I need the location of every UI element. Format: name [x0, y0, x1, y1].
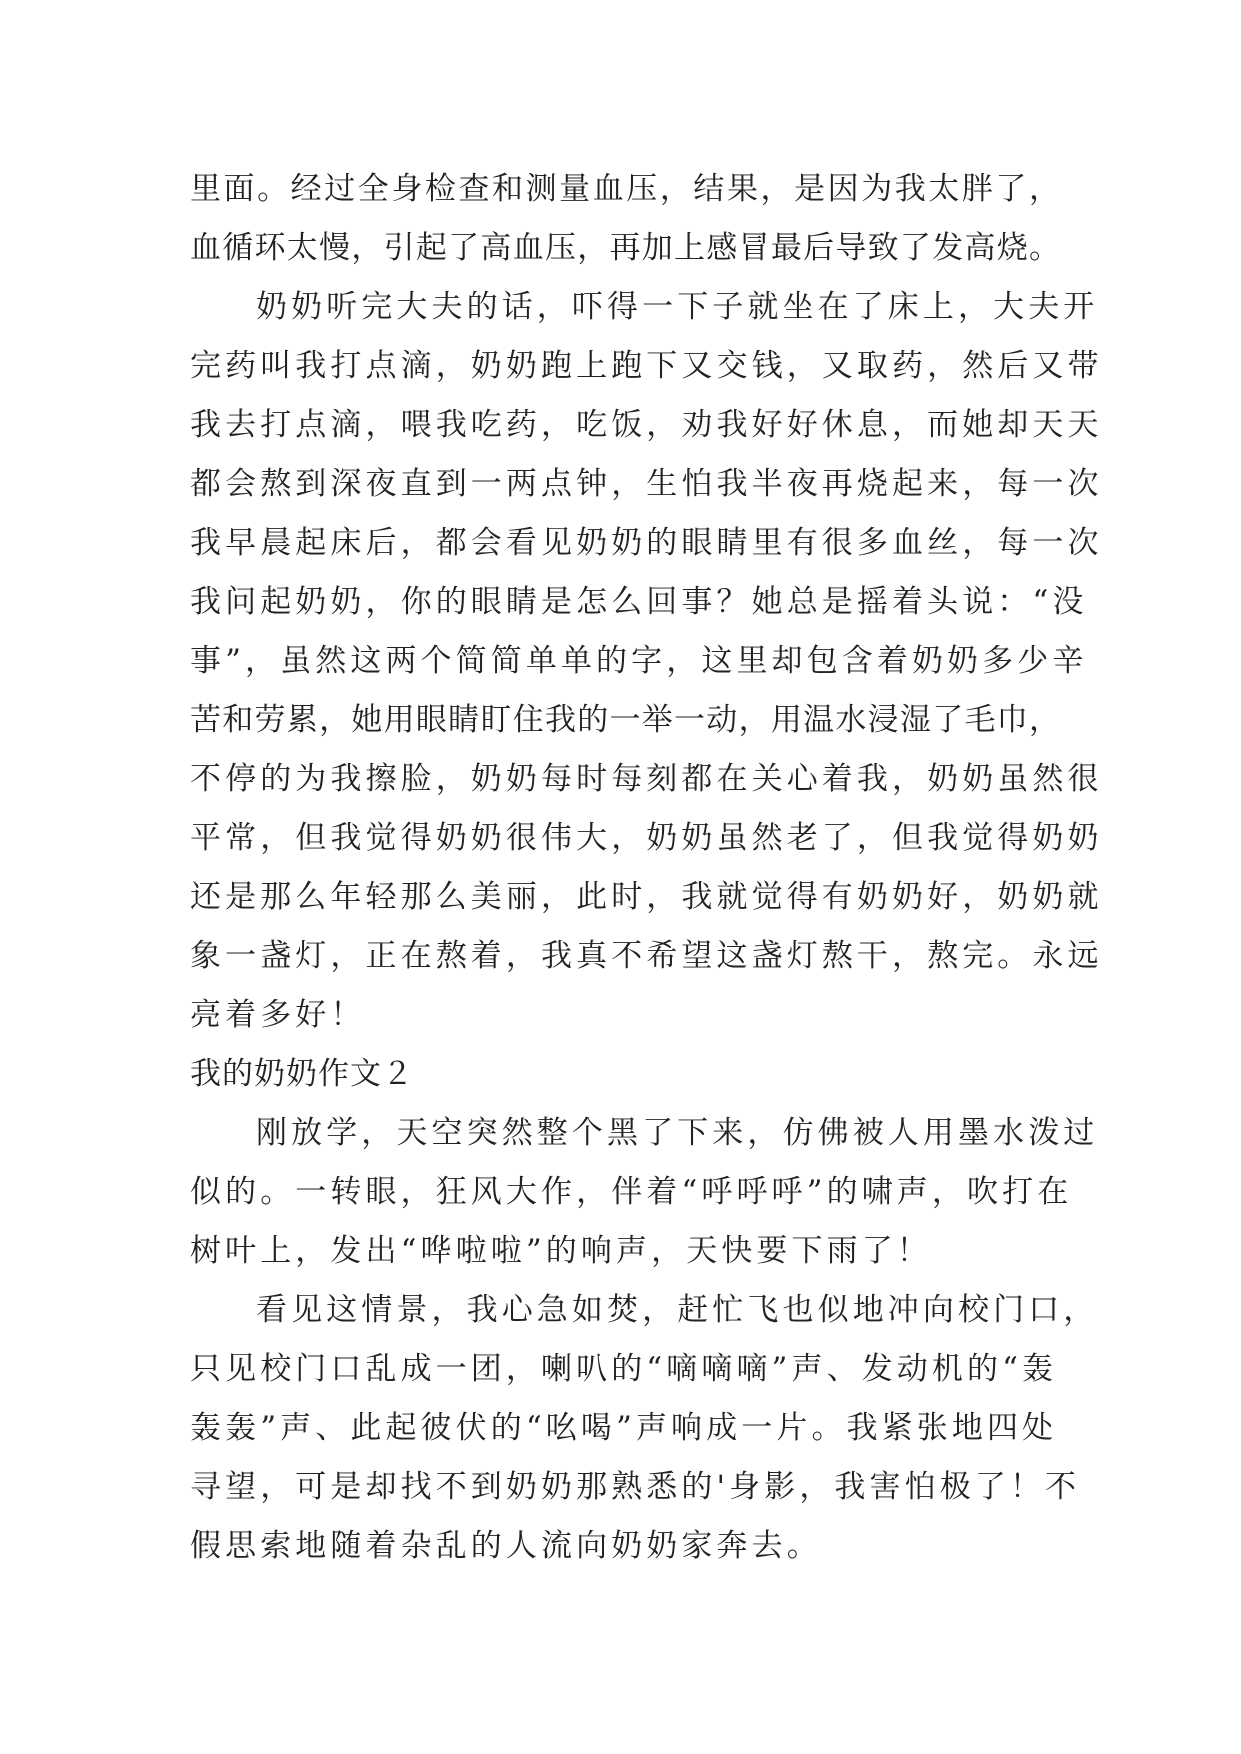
text-line: 树叶上，发出“哗啦啦”的响声，天快要下雨了！ [190, 1233, 932, 1269]
text-line: 轰轰”声、此起彼伏的“吆喝”声响成一片。我紧张地四处 [190, 1410, 1058, 1446]
document-body [190, 160, 1103, 1576]
text-line: 还是那么年轻那么美丽，此时，我就觉得有奶奶好，奶奶就 [190, 879, 1103, 915]
text-line: 寻望，可是却找不到奶奶那熟悉的'身影，我害怕极了！不 [190, 1469, 1081, 1505]
text-line: 似的。一转眼，狂风大作，伴着“呼呼呼”的啸声，吹打在 [190, 1174, 1073, 1210]
text-line: 假思索地随着杂乱的人流向奶奶家奔去。 [190, 1528, 822, 1564]
text-line: 平常，但我觉得奶奶很伟大，奶奶虽然老了，但我觉得奶奶 [190, 820, 1103, 856]
paragraph-first-line: 奶奶听完大夫的话，吓得一下子就坐在了床上，大夫开 [256, 289, 1099, 325]
text-line: 我早晨起床后，都会看见奶奶的眼睛里有很多血丝，每一次 [190, 525, 1103, 561]
text-line: 亮着多好！ [190, 997, 366, 1033]
text-line: 事”，虽然这两个简简单单的字，这里却包含着奶奶多少辛 [190, 643, 1088, 679]
text-line: 苦和劳累，她用眼睛盯住我的一举一动，用温水浸湿了毛巾， [190, 702, 1060, 738]
paragraph-first-line: 看见这情景，我心急如焚，赶忙飞也似地冲向校门口， [256, 1292, 1099, 1328]
text-line: 里面。经过全身检查和测量血压，结果，是因为我太胖了， [190, 171, 1060, 207]
text-line: 我问起奶奶，你的眼睛是怎么回事？她总是摇着头说：“没 [190, 584, 1088, 620]
text-line: 只见校门口乱成一团，喇叭的“嘀嘀嘀”声、发动机的“轰 [190, 1351, 1058, 1387]
section-heading: 我的奶奶作文２ [190, 1056, 414, 1092]
text-line: 完药叫我打点滴，奶奶跑上跑下又交钱，又取药，然后又带 [190, 348, 1103, 384]
paragraph-first-line: 刚放学，天空突然整个黑了下来，仿佛被人用墨水泼过 [256, 1115, 1099, 1151]
text-line: 我去打点滴，喂我吃药，吃饭，劝我好好休息，而她却天天 [190, 407, 1103, 443]
text-line: 都会熬到深夜直到一两点钟，生怕我半夜再烧起来，每一次 [190, 466, 1103, 502]
text-line: 不停的为我擦脸，奶奶每时每刻都在关心着我，奶奶虽然很 [190, 761, 1103, 797]
text-line: 象一盏灯，正在熬着，我真不希望这盏灯熬干，熬完。永远 [190, 938, 1103, 974]
text-line: 血循环太慢，引起了高血压，再加上感冒最后导致了发高烧。 [190, 230, 1060, 266]
